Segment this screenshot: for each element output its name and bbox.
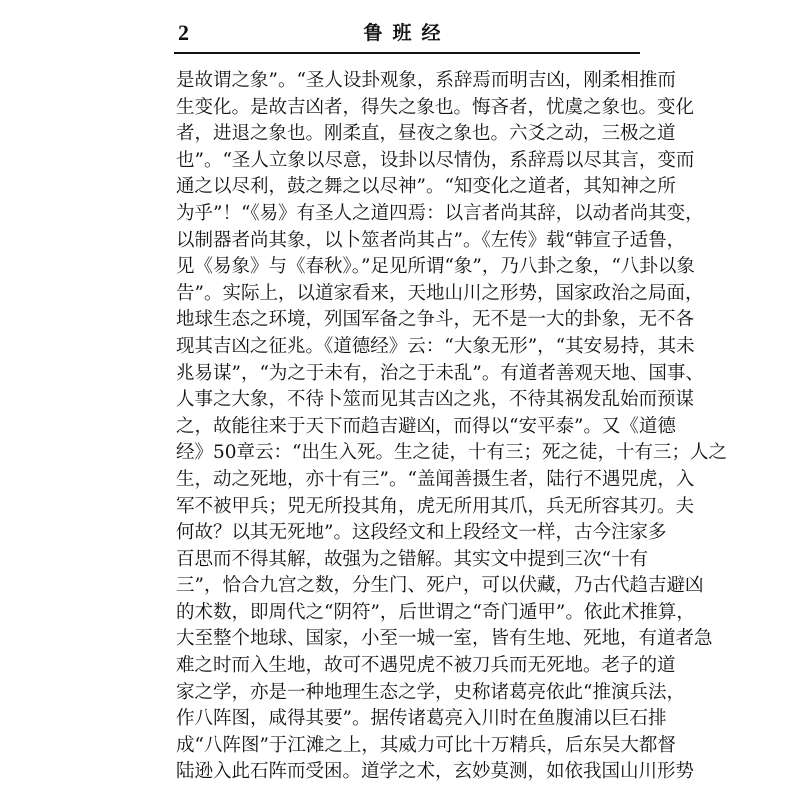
text-line: 人事之大象，不待卜筮而见其吉凶之兆，不待其祸发乱始而预谋 bbox=[176, 389, 695, 411]
text-line: 难之时而入生地，故可不遇兕虎不被刀兵而无死地。老子的道 bbox=[176, 655, 676, 677]
text-line: 生，动之死地，亦十有三”。“盖闻善摄生者，陆行不遇兕虎，入 bbox=[176, 468, 695, 490]
text-line: 大至整个地球、国家，小至一城一室，皆有生地、死地，有道者急 bbox=[176, 628, 713, 650]
text-line: 之，故能往来于天下而趋吉避凶，而得以“安平泰”。又《道德 bbox=[176, 415, 676, 437]
running-title: 鲁班经 bbox=[363, 22, 451, 44]
text-line: 百思而不得其解，故强为之错解。其实文中提到三次“十有 bbox=[176, 548, 648, 570]
text-line: 军不被甲兵；兕无所投其角，虎无所用其爪，兵无所容其刃。夫 bbox=[176, 495, 695, 517]
text-line: 为乎”！“《易》有圣人之道四焉：以言者尚其辞，以动者尚其变， bbox=[176, 202, 704, 224]
text-line: 以制器者尚其象，以卜筮者尚其占”。《左传》载“韩宣子适鲁， bbox=[176, 229, 686, 251]
text-line: 地球生态之环境，列国军备之争斗，无不是一大的卦象，无不各 bbox=[176, 309, 695, 331]
text-line: 经》50章云：“出生入死。生之徒，十有三；死之徒，十有三；人之 bbox=[176, 442, 728, 464]
text-line: 的术数，即周代之“阴符”，后世谓之“奇门遁甲”。依此术推算， bbox=[176, 601, 695, 623]
text-line: 成“八阵图”于江滩之上，其威力可比十万精兵，后东吴大都督 bbox=[176, 734, 676, 756]
text-line: 者，进退之象也。刚柔直，昼夜之象也。六爻之动，三极之道 bbox=[176, 123, 676, 145]
text-line: 何故？以其无死地”。这段经文和上段经文一样，古今注家多 bbox=[176, 522, 667, 544]
text-line: 陆逊入此石阵而受困。道学之术，玄妙莫测，如依我国山川形势 bbox=[176, 761, 695, 783]
text-line: 作八阵图，咸得其要”。据传诸葛亮入川时在鱼腹浦以巨石排 bbox=[176, 708, 667, 730]
text-line: 现其吉凶之征兆。《道德经》云：“大象无形”，“其安易持，其未 bbox=[176, 335, 695, 357]
text-line: 是故谓之象”。“圣人设卦观象，系辞焉而明吉凶，刚柔相推而 bbox=[176, 70, 676, 91]
page-header bbox=[174, 18, 640, 50]
text-line: 通之以尽利，鼓之舞之以尽神”。“知变化之道者，其知神之所 bbox=[176, 176, 676, 198]
text-line: 兆易谋”，“为之于未有，治之于未乱”。有道者善观天地、国事、 bbox=[176, 362, 704, 384]
text-line: 见《易象》与《春秋》。”足见所谓“象”，乃八卦之象，“八卦以象 bbox=[176, 256, 695, 278]
text-line: 三”，恰合九宫之数，分生门、死户，可以伏藏，乃古代趋吉避凶 bbox=[176, 575, 704, 597]
text-line: 家之学，亦是一种地理生态之学，史称诸葛亮依此“推演兵法， bbox=[176, 681, 685, 703]
page-number: 2 bbox=[178, 20, 189, 45]
text-line: 也”。“圣人立象以尽意，设卦以尽情伪，系辞焉以尽其言，变而 bbox=[176, 149, 695, 171]
header-rule bbox=[174, 52, 640, 54]
text-line: 告”。实际上，以道家看来，天地山川之形势，国家政治之局面， bbox=[176, 282, 704, 304]
body-text bbox=[176, 68, 728, 783]
text-line: 生变化。是故吉凶者，得失之象也。悔吝者，忧虞之象也。变化 bbox=[176, 96, 695, 118]
